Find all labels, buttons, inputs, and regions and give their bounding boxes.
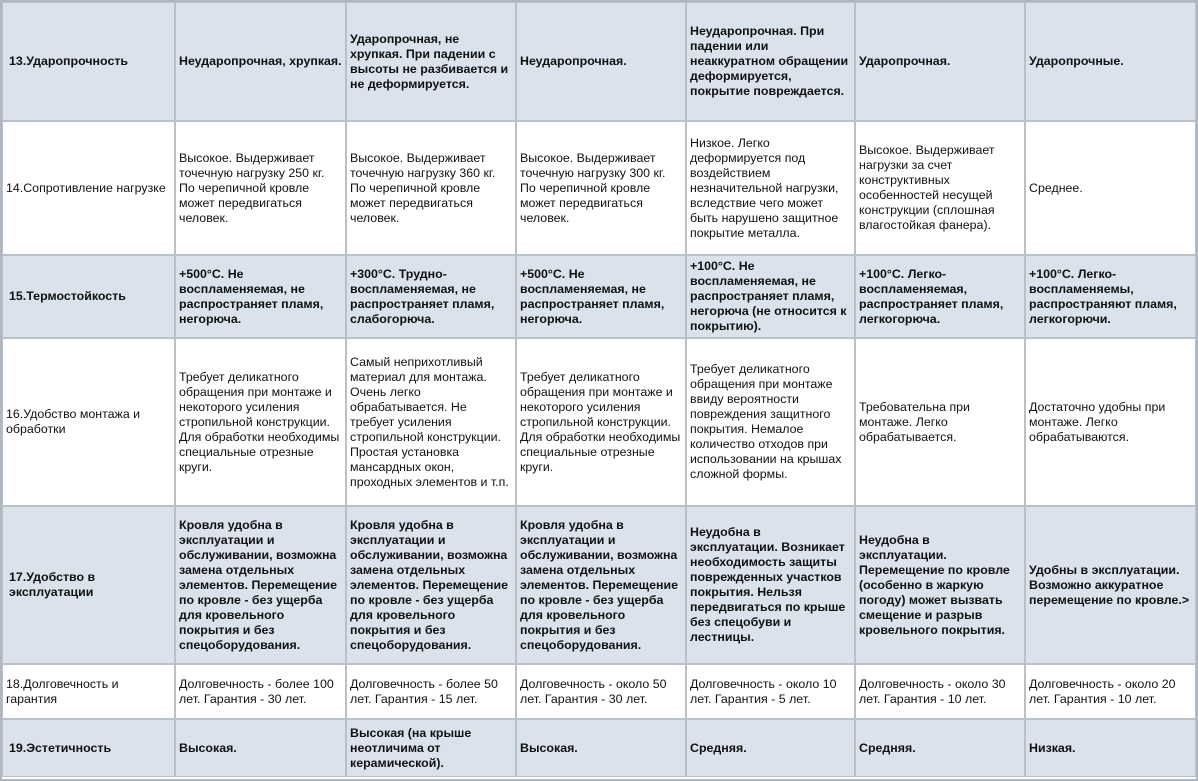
- property-label: 13.Ударопрочность: [2, 2, 175, 121]
- property-label: 19.Эстетичность: [2, 719, 175, 777]
- table-cell: Удобны в эксплуатации. Возможно аккуратное перемещение по кровле.>: [1025, 506, 1196, 664]
- table-cell: Неудобна в эксплуатации. Перемещение по кровле (особенно в жаркую погоду) может вызвать смещение и разрыв кровельного покрытия.: [855, 506, 1025, 664]
- table-cell: Высокое. Выдерживает нагрузки за счет конструктивных особенностей несущей конструкции (сплошная влагостойкая фанера).: [855, 121, 1025, 255]
- table-cell: +100°C. Не воспламеняемая, не распространяет пламя, негорюча (не относится к покрытию).: [686, 255, 855, 338]
- table-cell: Неударопрочная.: [516, 2, 686, 121]
- table-row: [2, 664, 1196, 719]
- table-cell: Требует деликатного обращения при монтаже и некоторого усиления стропильной конструкции. Для обработки необходимы специальные отрезные круги.: [516, 338, 686, 506]
- table-cell: Высокая.: [516, 719, 686, 777]
- table-cell: +300°C. Трудно-воспламеняемая, не распространяет пламя, слабогорюча.: [346, 255, 516, 338]
- table-cell: Высокая (на крыше неотличима от керамической).: [346, 719, 516, 777]
- table-cell: Средняя.: [686, 719, 855, 777]
- table-cell: Высокое. Выдерживает точечную нагрузку 300 кг. По черепичной кровле может передвигаться человек.: [516, 121, 686, 255]
- table-cell: Кровля удобна в эксплуатации и обслуживании, возможна замена отдельных элементов. Перемещение по кровле - без ущерба для кровельного покрытия и без спецоборудования.: [346, 506, 516, 664]
- table-cell: Достаточно удобны при монтаже. Легко обрабатываются.: [1025, 338, 1196, 506]
- table-row: [2, 338, 1196, 506]
- table-cell: Ударопрочные.: [1025, 2, 1196, 121]
- property-label: 18.Долговечность и гарантия: [2, 664, 175, 719]
- table-cell: Неударопрочная, хрупкая.: [175, 2, 346, 121]
- table-cell: Требовательна при монтаже. Легко обрабатывается.: [855, 338, 1025, 506]
- table-cell: Низкая.: [1025, 719, 1196, 777]
- table-cell: Долговечность - около 20 лет. Гарантия - 10 лет.: [1025, 664, 1196, 719]
- table-cell: +100°C. Легко-воспламеняемая, распространяет пламя, легкогорюча.: [855, 255, 1025, 338]
- table-cell: Средняя.: [855, 719, 1025, 777]
- table-cell: Ударопрочная.: [855, 2, 1025, 121]
- table-row: [2, 255, 1196, 338]
- table-cell: +500°C. Не воспламеняемая, не распространяет пламя, негорюча.: [516, 255, 686, 338]
- table-cell: Требует деликатного обращения при монтаже ввиду вероятности повреждения защитного покрытия. Немалое количество отходов при использовании на крышах сложной формы.: [686, 338, 855, 506]
- table-cell: +100°C. Легко-воспламеняемы, распространяют пламя, легкогорючи.: [1025, 255, 1196, 338]
- table-cell: Кровля удобна в эксплуатации и обслуживании, возможна замена отдельных элементов. Перемещение по кровле - без ущерба для кровельного покрытия и без спецоборудования.: [175, 506, 346, 664]
- table-cell: Высокое. Выдерживает точечную нагрузку 360 кг. По черепичной кровле может передвигаться человек.: [346, 121, 516, 255]
- property-label: 15.Термостойкость: [2, 255, 175, 338]
- table-cell: Высокое. Выдерживает точечную нагрузку 250 кг. По черепичной кровле может передвигаться человек.: [175, 121, 346, 255]
- comparison-table: [2, 2, 1196, 777]
- table-row: [2, 2, 1196, 121]
- table-cell: +500°C. Не воспламеняемая, не распространяет пламя, негорюча.: [175, 255, 346, 338]
- table-cell: Среднее.: [1025, 121, 1196, 255]
- table-cell: Долговечность - более 50 лет. Гарантия - 15 лет.: [346, 664, 516, 719]
- property-label: 14.Сопротивление нагрузке: [2, 121, 175, 255]
- table-cell: Долговечность - около 30 лет. Гарантия - 10 лет.: [855, 664, 1025, 719]
- table-row: [2, 121, 1196, 255]
- property-label: 16.Удобство монтажа и обработки: [2, 338, 175, 506]
- table-cell: Неудобна в эксплуатации. Возникает необходимость защиты поврежденных участков покрытия. Нельзя передвигаться по крыше без спецобуви и лестницы.: [686, 506, 855, 664]
- table-cell: Долговечность - более 100 лет. Гарантия - 30 лет.: [175, 664, 346, 719]
- table-cell: Кровля удобна в эксплуатации и обслуживании, возможна замена отдельных элементов. Перемещение по кровле - без ущерба для кровельного покрытия и без спецоборудования.: [516, 506, 686, 664]
- table-cell: Самый неприхотливый материал для монтажа. Очень легко обрабатывается. Не требует усиления стропильной конструкции. Простая установка мансардных окон, проходных элементов и т.п.: [346, 338, 516, 506]
- table-cell: Требует деликатного обращения при монтаже и некоторого усиления стропильной конструкции. Для обработки необходимы специальные отрезные круги.: [175, 338, 346, 506]
- table-row: [2, 506, 1196, 664]
- table-cell: Низкое. Легко деформируется под воздействием незначительной нагрузки, вследствие чего может быть нарушено защитное покрытие металла.: [686, 121, 855, 255]
- table-cell: Долговечность - около 50 лет. Гарантия - 30 лет.: [516, 664, 686, 719]
- table-cell: Ударопрочная, не хрупкая. При падении с высоты не разбивается и не деформируется.: [346, 2, 516, 121]
- table-cell: Неударопрочная. При падении или неаккуратном обращении деформируется, покрытие повреждается.: [686, 2, 855, 121]
- table-cell: Высокая.: [175, 719, 346, 777]
- property-label: 17.Удобство в эксплуатации: [2, 506, 175, 664]
- table-row: [2, 719, 1196, 777]
- table-cell: Долговечность - около 10 лет. Гарантия - 5 лет.: [686, 664, 855, 719]
